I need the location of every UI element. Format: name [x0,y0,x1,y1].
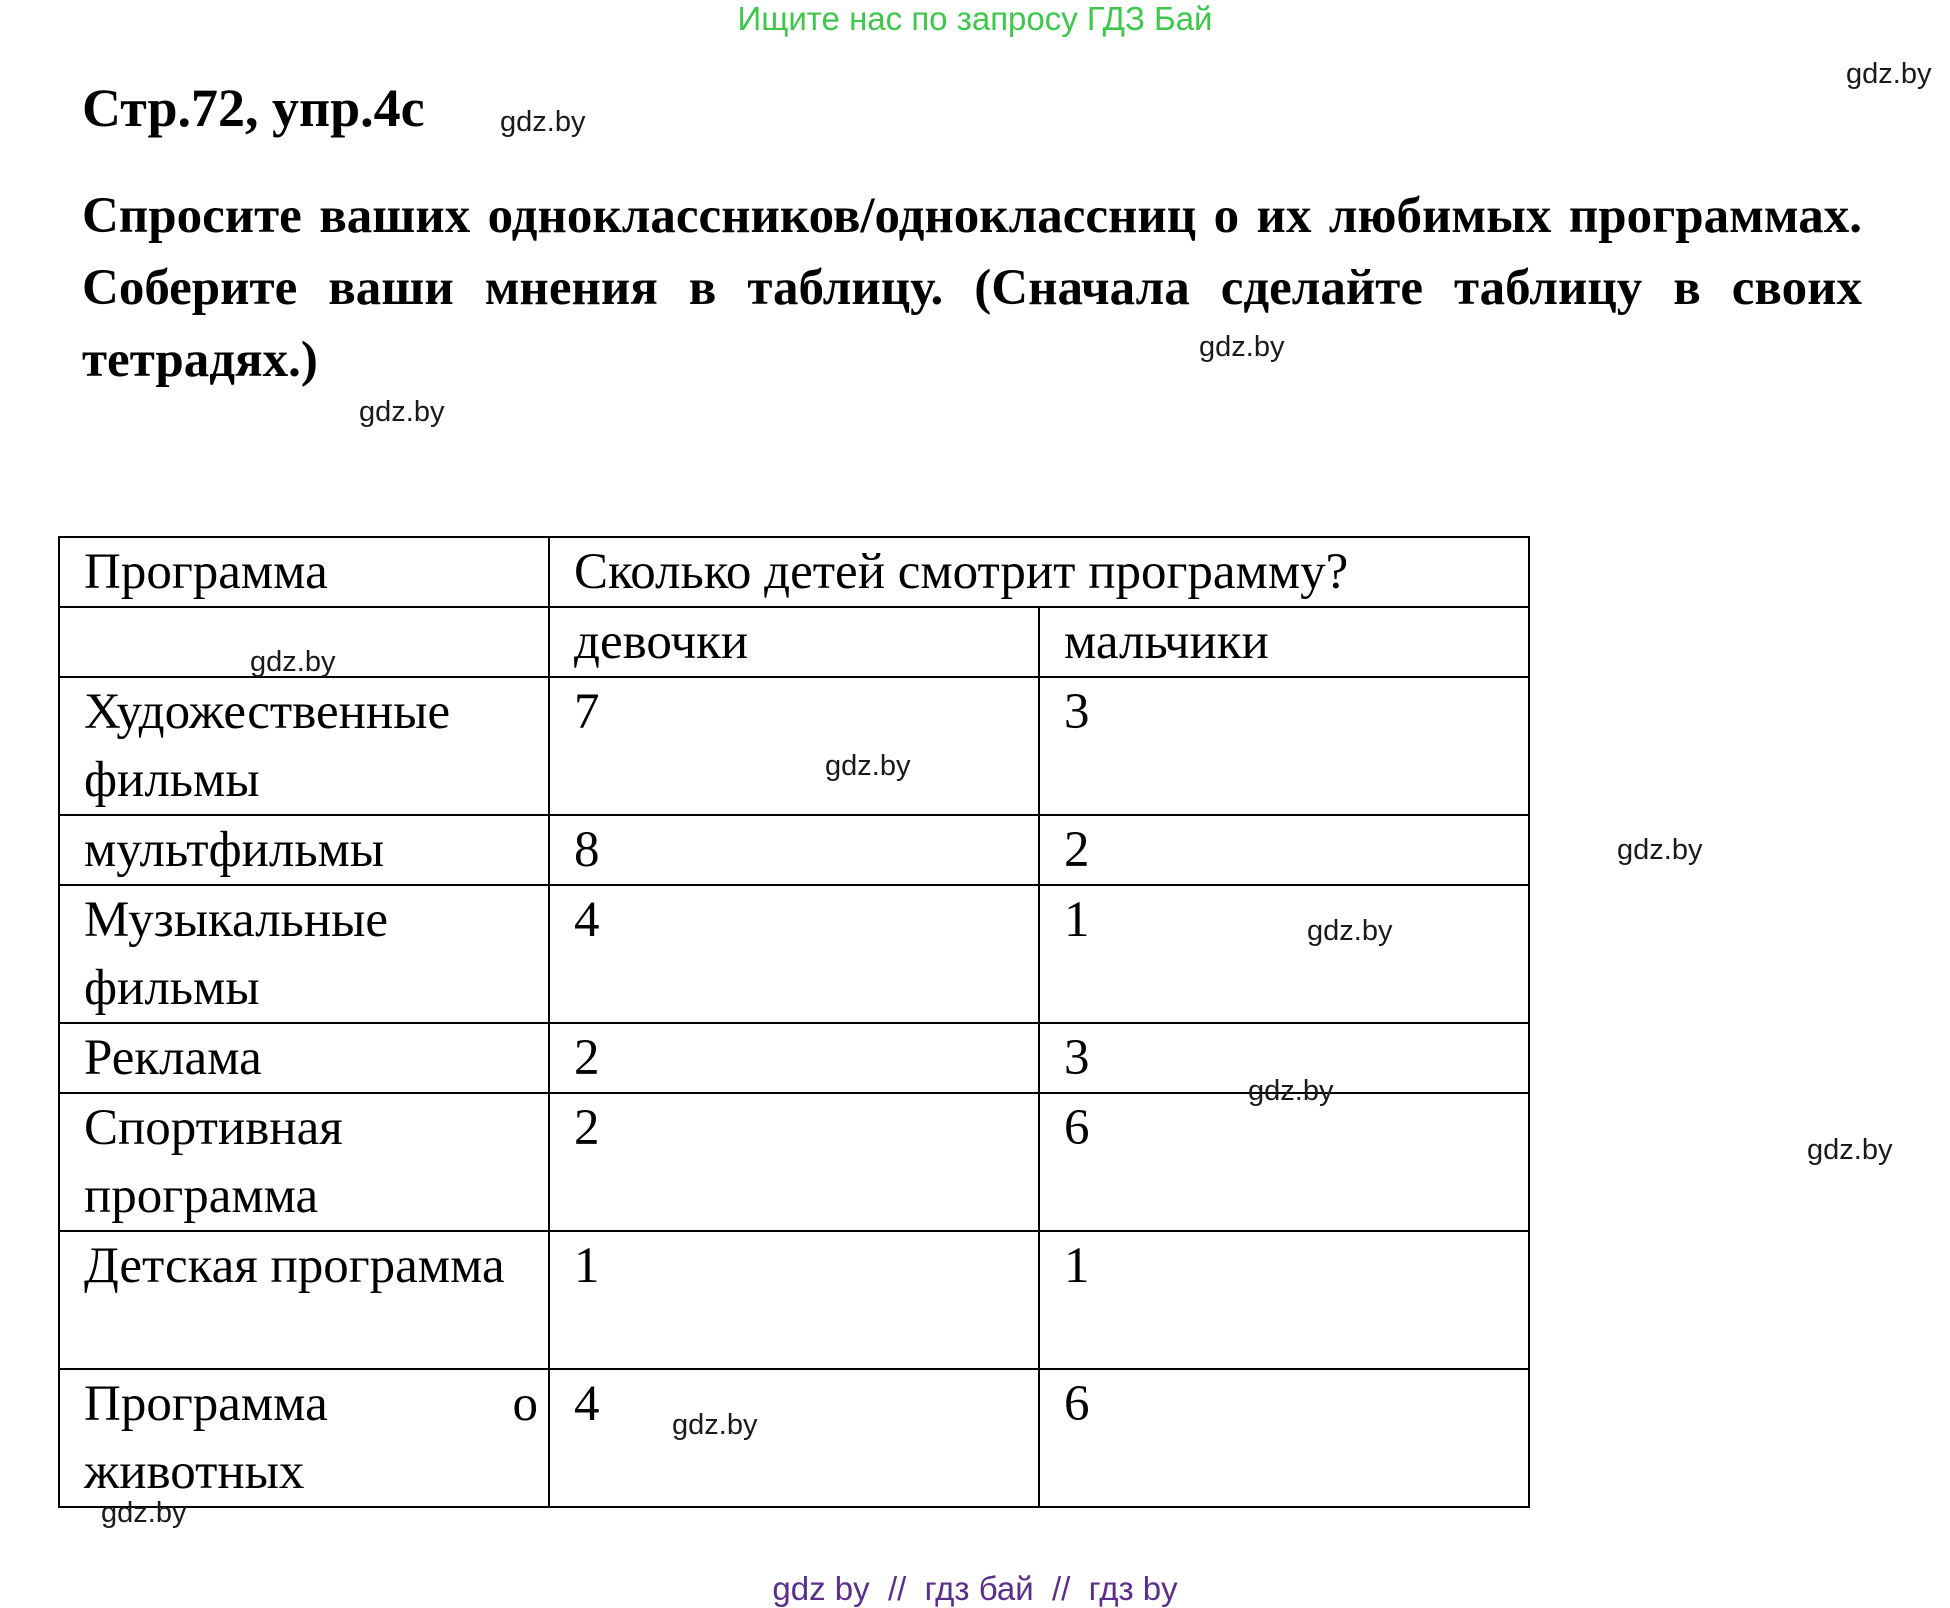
watermark: gdz.by [1807,1134,1893,1166]
watermark: gdz.by [825,750,911,782]
boys-cell: 3 [1039,1023,1529,1093]
program-cell: Спортивная программа [59,1093,549,1231]
task-text: Спросите ваших одноклассников/одноклассниц о их любимых программах. Соберите ваши мнения в таблицу. (Сначала сделайте таблицу в своих тетрадях.) [82,188,1862,388]
table-row [59,815,1529,885]
footer-links: gdz by // гдз бай // гдз by [772,1570,1178,1607]
boys-cell: 3 [1039,677,1529,815]
girls-cell: 2 [549,1023,1039,1093]
page-heading: Стр.72, упр.4c [82,78,425,138]
table-row [59,885,1529,1023]
watermark: gdz.by [1307,915,1393,947]
watermark: gdz.by [1617,834,1703,866]
header-question: Сколько детей смотрит программу? [549,537,1529,607]
table-header-row [59,537,1529,607]
program-cell: Реклама [59,1023,549,1093]
header-girls: девочки [549,607,1039,677]
program-cell: Детская программа [59,1231,549,1369]
table-row [59,1369,1529,1507]
girls-cell: 1 [549,1231,1039,1369]
program-cell: Программа о животных [59,1369,549,1507]
top-banner: Ищите нас по запросу ГДЗ Бай [737,0,1213,37]
table-row [59,677,1529,815]
boys-cell: 2 [1039,815,1529,885]
header-boys: мальчики [1039,607,1529,677]
header-program: Программа [59,537,549,607]
watermark: gdz.by [1248,1075,1334,1107]
program-cell: мультфильмы [59,815,549,885]
watermark: gdz.by [672,1409,758,1441]
girls-cell: 4 [549,1369,1039,1507]
watermark: gdz.by [500,106,586,138]
girls-cell: 4 [549,885,1039,1023]
watermark: gdz.by [1199,331,1285,363]
boys-cell: 6 [1039,1369,1529,1507]
table-row [59,1231,1529,1369]
survey-table [58,536,1530,1508]
girls-cell: 7 [549,677,1039,815]
boys-cell: 6 [1039,1093,1529,1231]
watermark: gdz.by [250,646,336,678]
girls-cell: 2 [549,1093,1039,1231]
program-cell: Музыкальные фильмы [59,885,549,1023]
program-cell: Художественные фильмы [59,677,549,815]
boys-cell: 1 [1039,885,1529,1023]
table-row [59,1093,1529,1231]
girls-cell: 8 [549,815,1039,885]
watermark: gdz.by [359,396,445,428]
watermark: gdz.by [101,1497,187,1529]
boys-cell: 1 [1039,1231,1529,1369]
watermark: gdz.by [1846,58,1932,90]
